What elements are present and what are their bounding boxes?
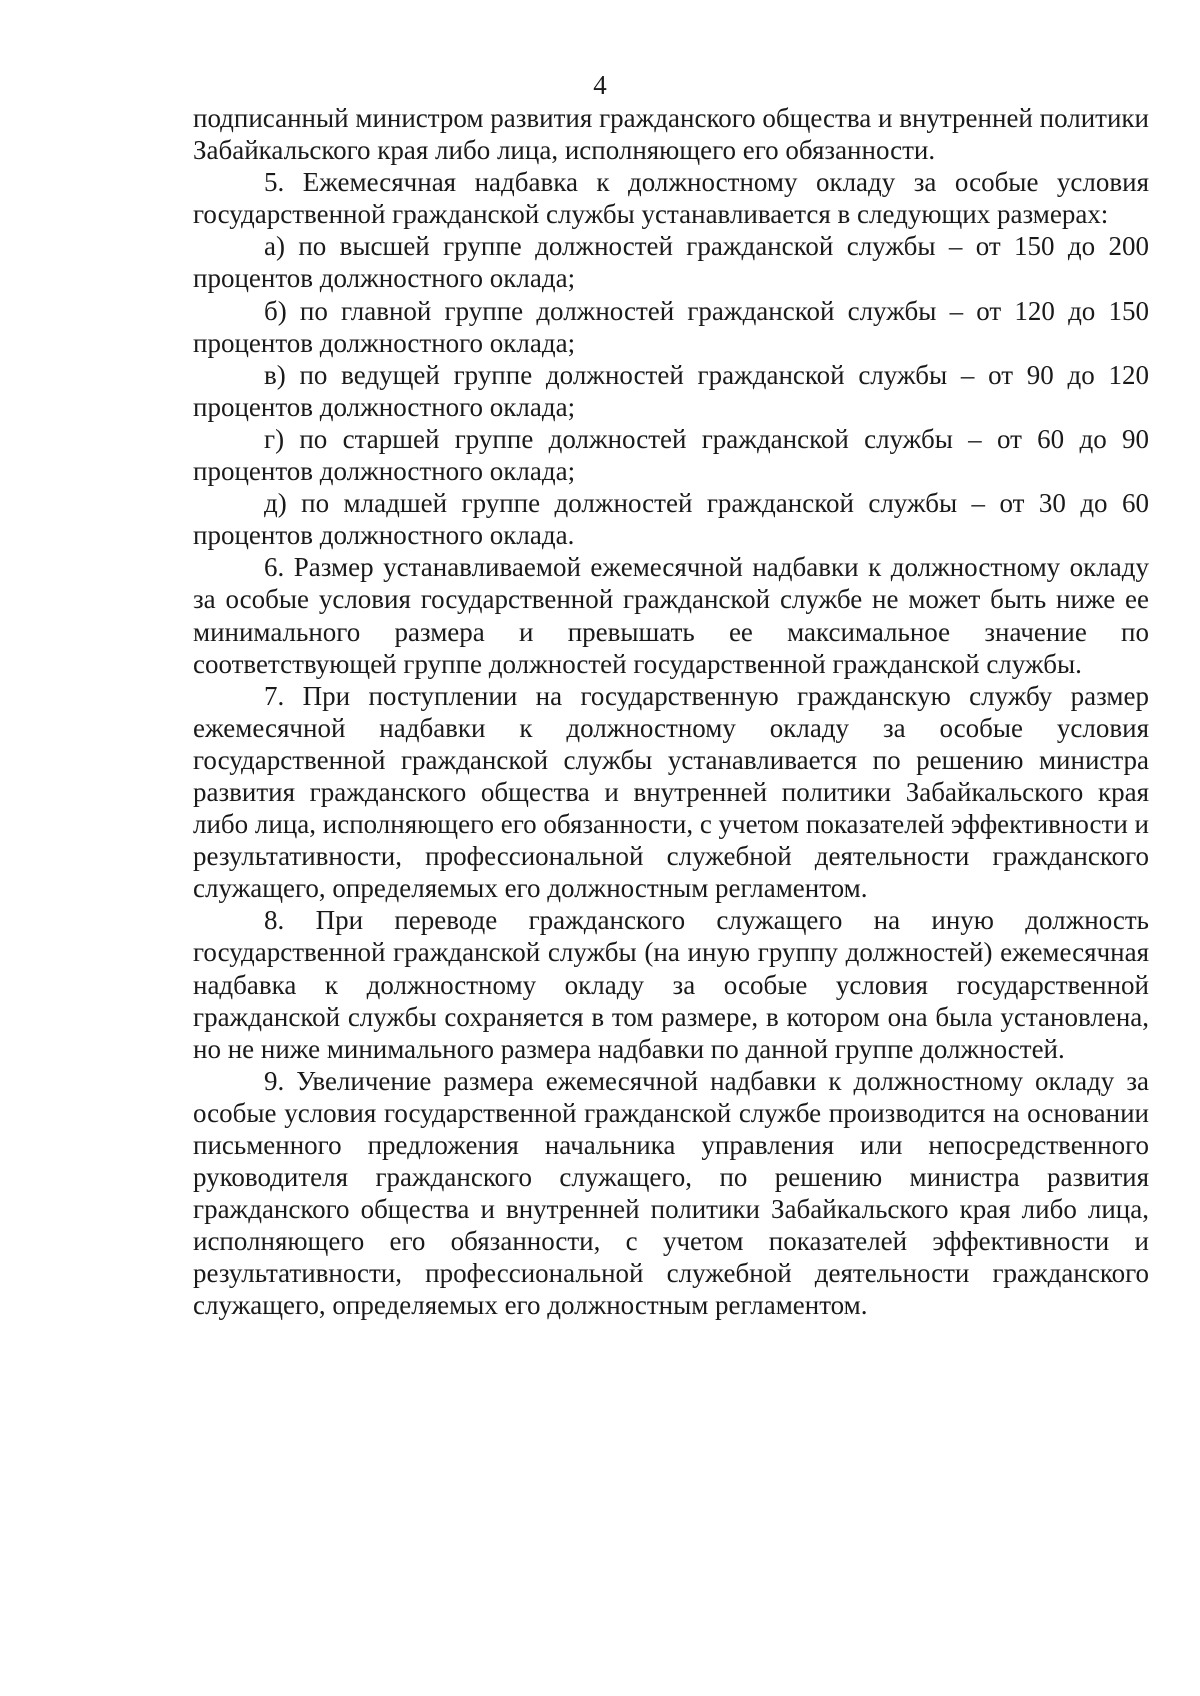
paragraph-item-7: 7. При поступлении на государственную гражданскую службу размер ежемесячной надбавки к должностному окладу за особые условия государственной гражданской службы устанавливается по решению министра развития гражданского общества и внутренней политики Забайкальского края либо лица, исполняющего его обязанности, с учетом показателей эффективности и результативности, профессиональной служебной деятельности гражданского служащего, определяемых его должностным регламентом. <box>193 680 1149 904</box>
subitem-a: а) по высшей группе должностей гражданской службы – от 150 до 200 процентов должностного оклада; <box>193 231 1149 294</box>
document-body <box>193 102 1149 1322</box>
subitem-v: в) по ведущей группе должностей гражданской службы – от 90 до 120 процентов должностного оклада; <box>193 359 1149 422</box>
paragraph-item-8: 8. При переводе гражданского служащего на иную должность государственной гражданской службы (на иную группу должностей) ежемесячная надбавка к должностному окладу за особые условия государственной гражданской службы сохраняется в том размере, в котором она была установлена, но не ниже минимального размера надбавки по данной группе должностей. <box>193 905 1149 1064</box>
paragraph-item-6: 6. Размер устанавливаемой ежемесячной надбавки к должностному окладу за особые условия государственной гражданской службе не может быть ниже ее минимального размера и превышать ее максимальное значение по соответствующей группе должностей государственной гражданской службы. <box>193 552 1149 679</box>
subitem-d: д) по младшей группе должностей гражданской службы – от 30 до 60 процентов должностного оклада. <box>193 488 1149 551</box>
paragraph-continuation: подписанный министром развития гражданского общества и внутренней политики Забайкальского края либо лица, исполняющего его обязанности. <box>193 103 1149 166</box>
paragraph-item-9: 9. Увеличение размера ежемесячной надбавки к должностному окладу за особые условия государственной гражданской службе производится на основании письменного предложения начальника управления или непосредственного руководителя гражданского служащего, по решению министра развития гражданского общества и внутренней политики Забайкальского края либо лица, исполняющего его обязанности, с учетом показателей эффективности и результативности, профессиональной служебной деятельности гражданского служащего, определяемых его должностным регламентом. <box>193 1065 1149 1321</box>
paragraph-item-5: 5. Ежемесячная надбавка к должностному окладу за особые условия государственной гражданской службы устанавливается в следующих размерах: <box>193 167 1149 230</box>
subitem-g: г) по старшей группе должностей гражданской службы – от 60 до 90 процентов должностного оклада; <box>193 423 1149 487</box>
page-number: 4 <box>593 70 607 100</box>
subitem-b: б) по главной группе должностей гражданской службы – от 120 до 150 процентов должностного оклада; <box>193 295 1149 358</box>
